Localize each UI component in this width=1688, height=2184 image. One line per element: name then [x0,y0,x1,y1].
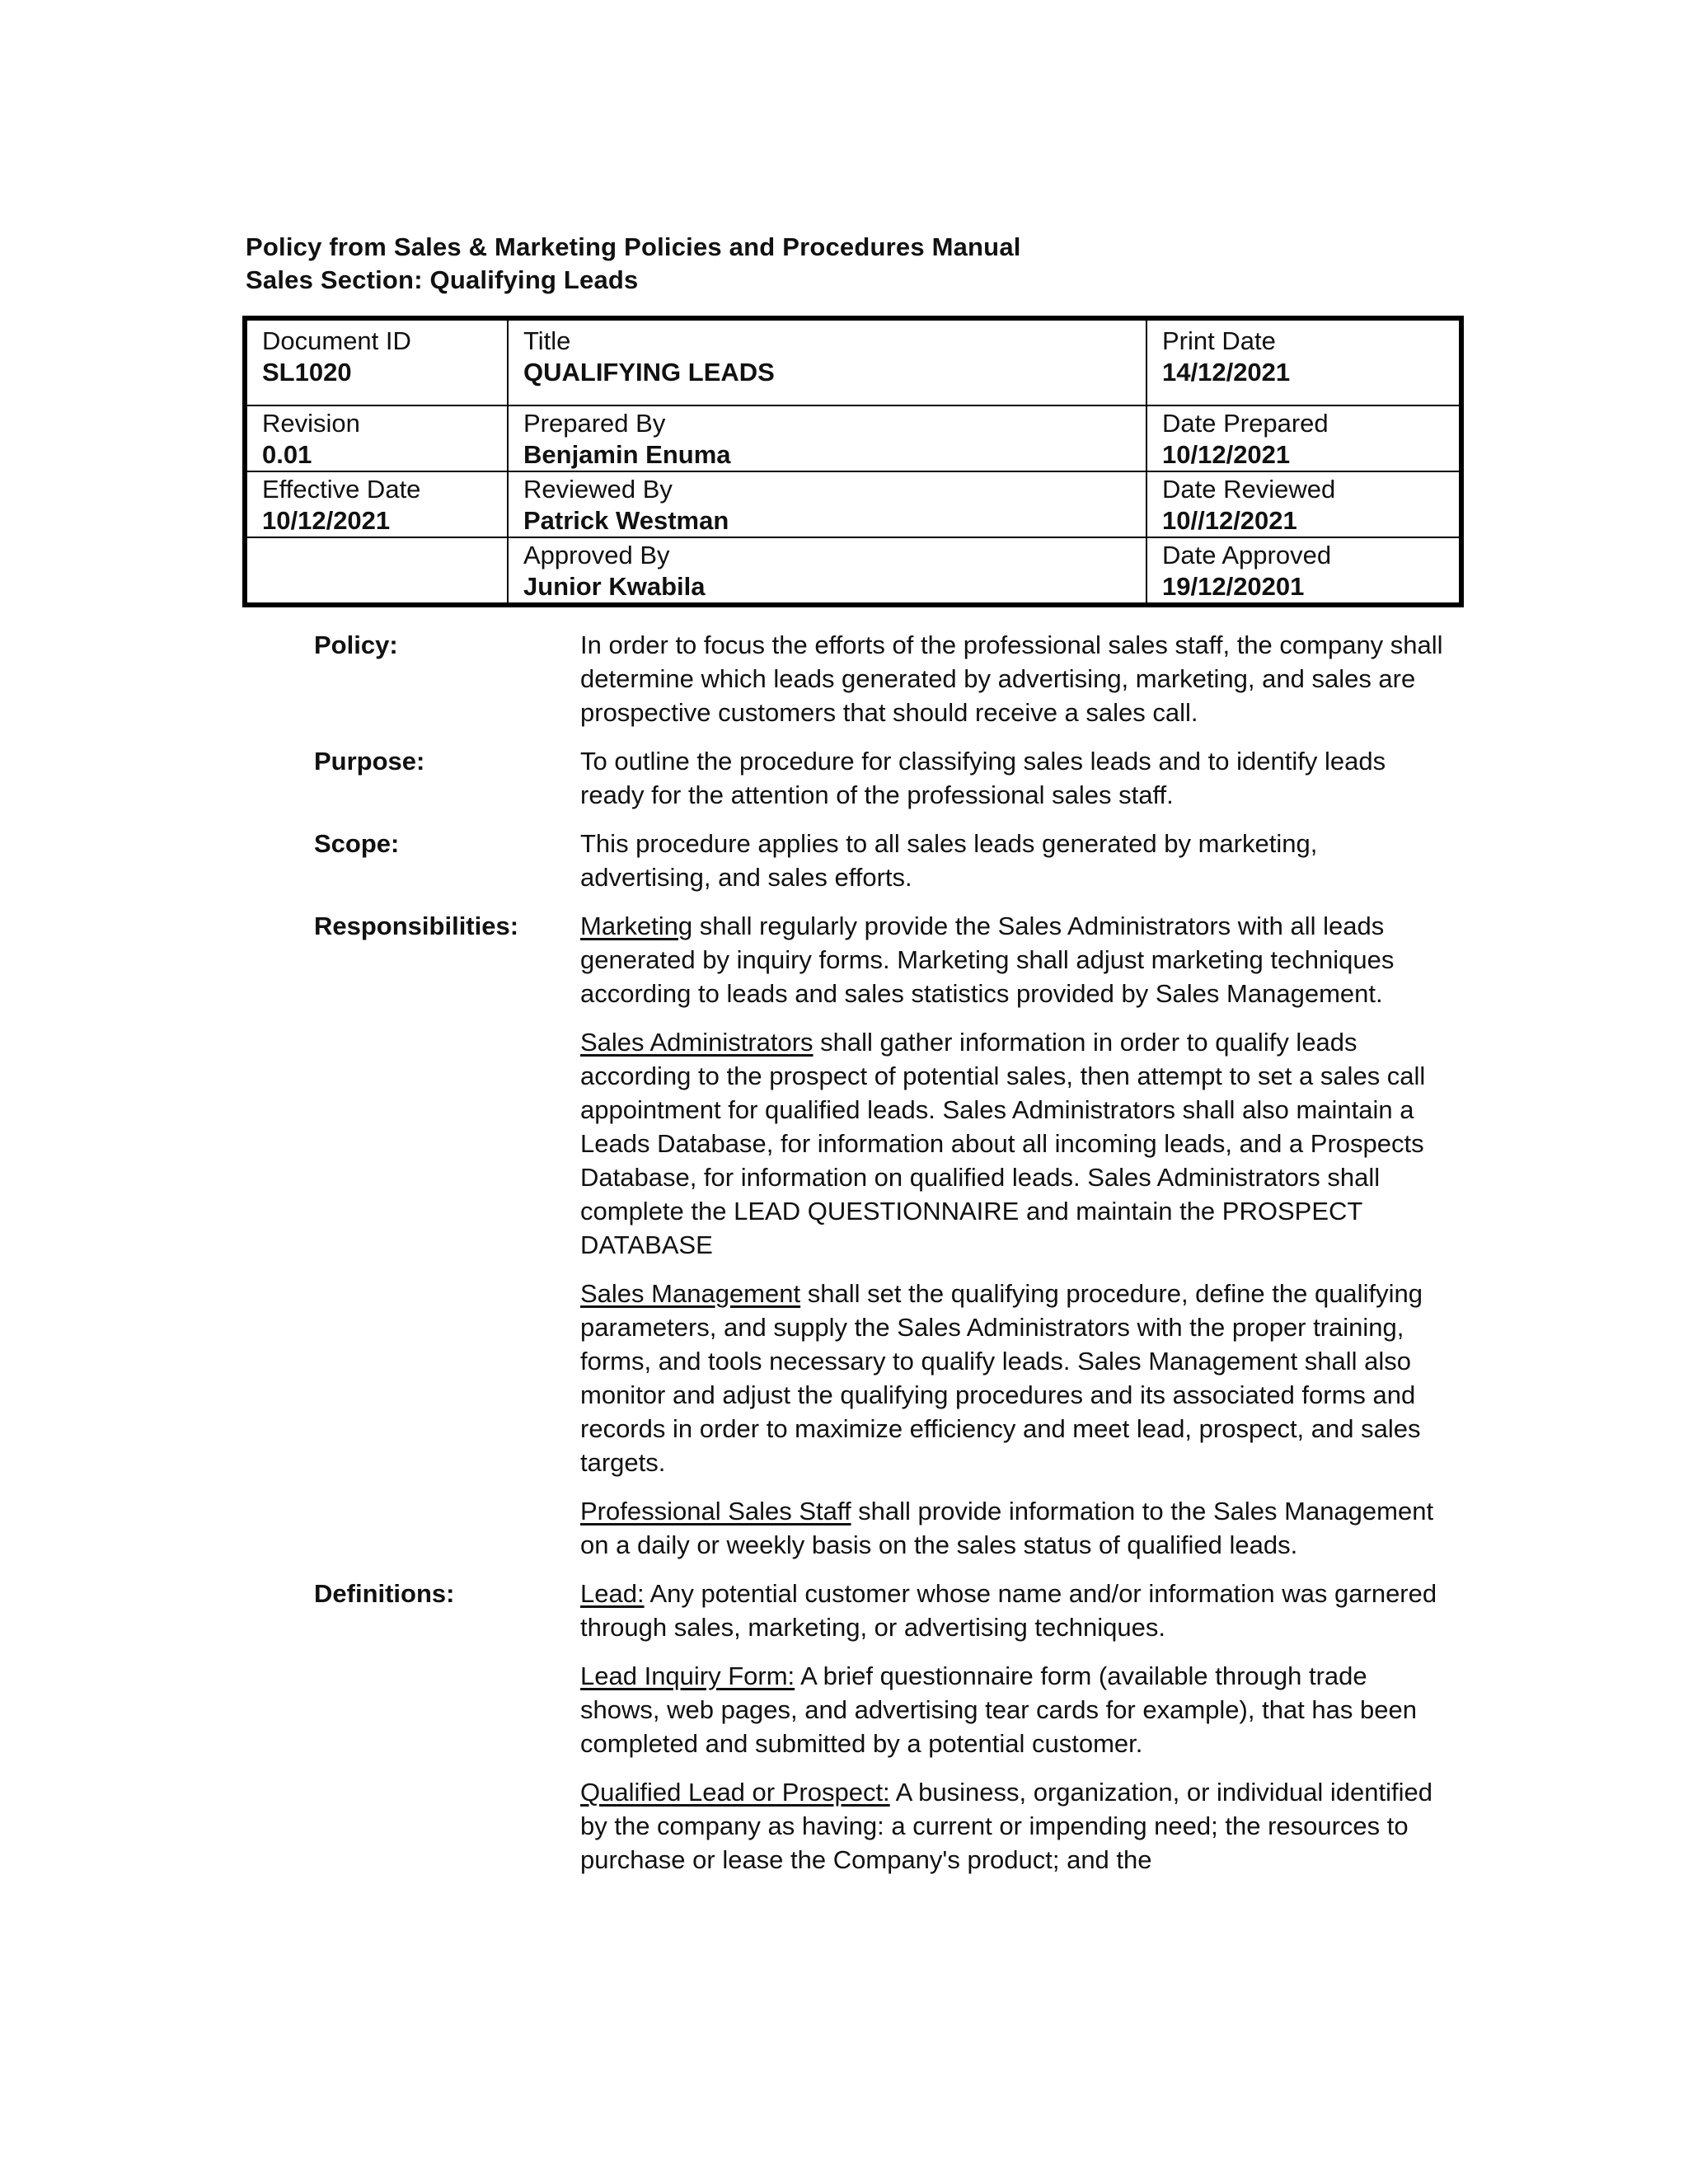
table-row [245,537,1461,605]
cell-label: Effective Date [262,475,421,504]
policy-section [314,628,1451,729]
cell-value: 10/12/2021 [1162,440,1291,469]
cell-value: Patrick Westman [523,506,729,535]
cell-value: 0.01 [262,440,312,469]
responsibility-item [580,909,1450,1010]
section-label: Purpose: [314,747,425,776]
cell-label: Revision [262,409,360,438]
cell-label: Date Approved [1162,541,1332,569]
definition-term: Lead: [580,1579,645,1608]
date-approved-cell [1146,537,1461,605]
document-heading [246,231,1021,297]
empty-cell [245,537,508,605]
definition-item [580,1577,1450,1644]
responsibility-text: shall set the qualifying procedure, define the qualifying parameters, and supply the Sales Administrators with the proper training, forms, and tools necessary to qualify leads. Sales Management shall also monitor and adjust the qualifying procedures and its associated forms and records in order to maximize efficiency and meet lead, prospect, and sales targets. [580,1279,1423,1477]
section-label: Responsibilities: [314,912,519,940]
cell-label: Date Prepared [1162,409,1329,438]
section-label: Policy: [314,630,398,659]
section-title: Sales Section: Qualifying Leads [246,265,639,294]
responsibility-text: shall gather information in order to qualify leads according to the prospect of potential sales, then attempt to set a sales call appointment for qualified leads. Sales Administrators shall also maintain a Leads Database, for information about all incoming leads, and a Prospects Database, for information on qualified leads. Sales Administrators shall complete the LEAD QUESTIONNAIRE and maintain the PROSPECT DATABASE [580,1028,1426,1259]
section-label: Definitions: [314,1579,455,1608]
definition-text: Any potential customer whose name and/or information was garnered through sales, marketing, or advertising techniques. [580,1579,1437,1642]
policy-sections [314,628,1451,1891]
section-label: Scope: [314,829,400,858]
definitions-section [314,1577,1451,1877]
cell-value: QUALIFYING LEADS [523,358,775,387]
responsibility-item [580,1494,1450,1562]
print-date-cell [1146,318,1461,405]
section-text: To outline the procedure for classifying sales leads and to identify leads ready for the attention of the professional sales staff. [580,747,1386,809]
section-text: This procedure applies to all sales leads generated by marketing, advertising, and sales efforts. [580,829,1318,892]
responsibility-item [580,1025,1450,1262]
cell-label: Prepared By [523,409,666,438]
document-info-table [242,316,1464,607]
cell-label: Title [523,326,571,355]
cell-label: Document ID [262,326,411,355]
responsibility-item [580,1277,1450,1479]
responsibility-term: Sales Management [580,1279,801,1308]
cell-value: Junior Kwabila [523,572,706,601]
cell-value: 14/12/2021 [1162,358,1291,387]
approved-by-cell [508,537,1146,605]
date-reviewed-cell [1146,471,1461,537]
revision-cell [245,405,508,471]
definition-item [580,1775,1450,1877]
effective-date-cell [245,471,508,537]
cell-label: Reviewed By [523,475,673,504]
reviewed-by-cell [508,471,1146,537]
manual-title: Policy from Sales & Marketing Policies and Procedures Manual [246,232,1021,261]
section-text: In order to focus the efforts of the professional sales staff, the company shall determine which leads generated by advertising, marketing, and sales are prospective customers that should receive a sales call. [580,630,1443,727]
definition-text: A brief questionnaire form (available through trade shows, web pages, and advertising tear cards for example), that has been completed and submitted by a potential customer. [580,1661,1417,1758]
responsibility-term: Professional Sales Staff [580,1497,851,1526]
prepared-by-cell [508,405,1146,471]
cell-value: SL1020 [262,358,352,387]
responsibility-term: Marketing [580,912,693,940]
purpose-section [314,744,1451,812]
responsibility-text: shall regularly provide the Sales Administrators with all leads generated by inquiry forms. Marketing shall adjust marketing techniques according to leads and sales statistics provided by Sales Management. [580,912,1395,1008]
definition-term: Lead Inquiry Form: [580,1661,795,1690]
cell-value: 10/12/2021 [262,506,391,535]
title-cell [508,318,1146,405]
cell-value: Benjamin Enuma [523,440,731,469]
cell-label: Date Reviewed [1162,475,1336,504]
table-row [245,318,1461,405]
cell-value: 19/12/20201 [1162,572,1305,601]
responsibility-text: shall provide information to the Sales Management on a daily or weekly basis on the sales status of qualified leads. [580,1497,1434,1559]
responsibility-term: Sales Administrators [580,1028,814,1057]
definition-item [580,1659,1450,1760]
table-row [245,471,1461,537]
responsibilities-section [314,909,1451,1562]
scope-section [314,827,1451,894]
cell-label: Approved By [523,541,670,569]
cell-label: Print Date [1162,326,1276,355]
date-prepared-cell [1146,405,1461,471]
cell-value: 10//12/2021 [1162,506,1297,535]
definition-term: Qualified Lead or Prospect: [580,1778,890,1807]
document-id-cell [245,318,508,405]
table-row [245,405,1461,471]
definition-text: A business, organization, or individual identified by the company as having: a current or impending need; the resources to purchase or lease the Company's product; and the [580,1778,1432,1874]
